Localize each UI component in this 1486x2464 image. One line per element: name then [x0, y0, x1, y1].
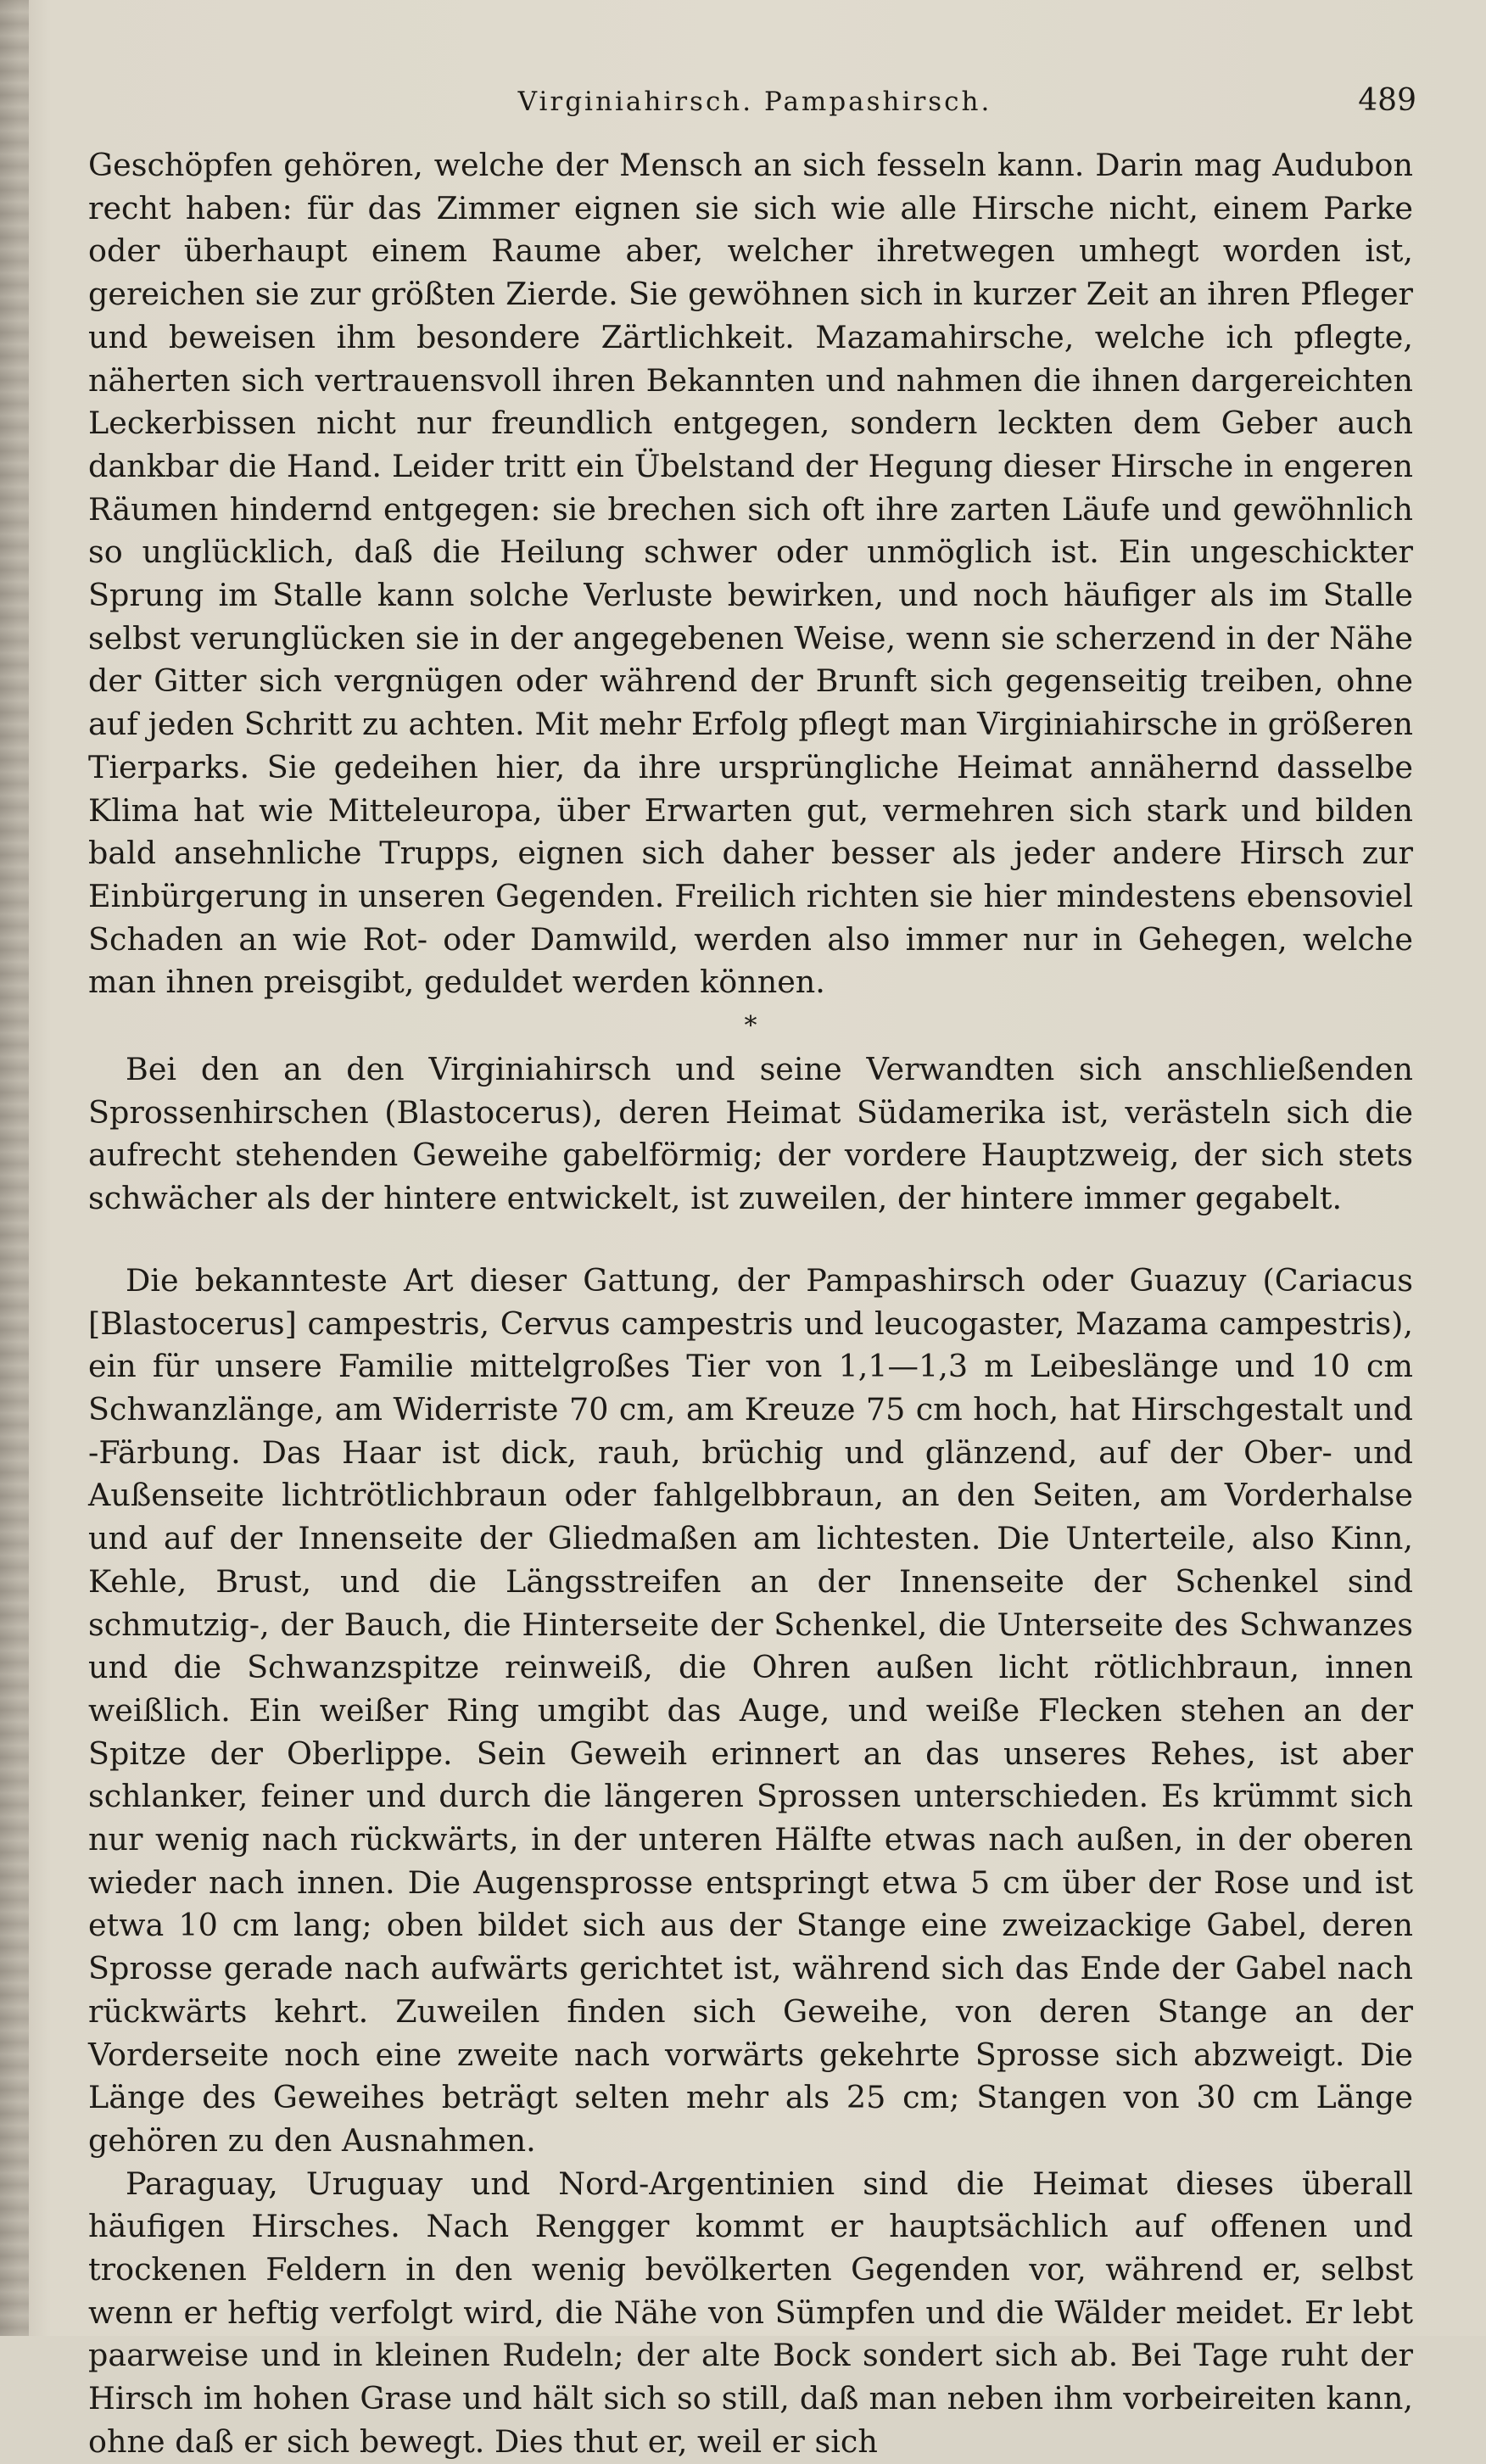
- body-text: [88, 144, 1413, 2464]
- page-header: [93, 83, 1416, 129]
- paragraph-gap: [88, 1221, 1413, 1260]
- paragraph-continuation: Geschöpfen gehören, welche der Mensch an sich fesseln kann. Darin mag Audubon recht haben: für das Zimmer eignen sie sich wie alle Hirsche nicht, einem Parke oder überhaupt einem Raume aber, welcher ihretwegen umhegt worden ist, gereichen sie zur größten Zierde. Sie gewöhnen sich in kurzer Zeit an ihren Pfleger und beweisen ihm besondere Zärtlichkeit. Mazamahirsche, welche ich pflegte, näherten sich vertrauensvoll ihren Bekannten und nahmen die ihnen dargereichten Leckerbissen nicht nur freundlich entgegen, sondern leckten dem Geber auch dankbar die Hand. Leider tritt ein Übelstand der Hegung dieser Hirsche in engeren Räumen hindernd entgegen: sie brechen sich oft ihre zarten Läufe und gewöhnlich so unglücklich, daß die Heilung schwer oder unmöglich ist. Ein ungeschickter Sprung im Stalle kann solche Verluste bewirken, und noch häufiger als im Stalle selbst verunglücken sie in der angegebenen Weise, wenn sie scherzend in der Nähe der Gitter sich vergnügen oder während der Brunft sich gegenseitig treiben, ohne auf jeden Schritt zu achten. Mit mehr Erfolg pflegt man Virginiahirsche in größeren Tierparks. Sie gedeihen hier, da ihre ursprüngliche Heimat annähernd dasselbe Klima hat wie Mitteleuropa, über Erwarten gut, vermehren sich stark und bilden bald ansehnliche Trupps, eignen sich daher besser als jeder andere Hirsch zur Einbürgerung in unseren Gegenden. Freilich richten sie hier mindestens ebensoviel Schaden an wie Rot- oder Damwild, werden also immer nur in Gehegen, welche man ihnen preisgibt, geduldet werden können.: [88, 147, 1413, 1001]
- paragraph-heimat: Paraguay, Uruguay und Nord-Argentinien sind die Heimat dieses überall häufigen Hirsches. Nach Rengger kommt er hauptsächlich auf offenen und trockenen Feldern in den wenig bevölkerten Gegenden vor, während er, selbst wenn er heftig verfolgt wird, die Nähe von Sümpfen und die Wälder meidet. Er lebt paarweise und in kleinen Rudeln; der alte Bock sondert sich ab. Bei Tage ruht der Hirsch im hohen Grase und hält sich so still, daß man neben ihm vorbeireiten kann, ohne daß er sich bewegt. Dies thut er, weil er sich: [88, 2165, 1413, 2460]
- paragraph-pampashirsch: Die bekannteste Art dieser Gattung, der Pampashirsch oder Guazuy (Cariacus [Blastocerus] campestris, Cervus campestris und leucogaster, Mazama campestris), ein für unsere Familie mittelgroßes Tier von 1,1—1,3 m Leibeslänge und 10 cm Schwanzlänge, am Widerriste 70 cm, am Kreuze 75 cm hoch, hat Hirschgestalt und -Färbung. Das Haar ist dick, rauh, brüchig und glänzend, auf der Ober- und Außenseite lichtrötlichbraun oder fahlgelbbraun, an den Seiten, am Vorderhalse und auf der Innenseite der Gliedmaßen am lichtesten. Die Unterteile, also Kinn, Kehle, Brust, und die Längsstreifen an der Innenseite der Schenkel sind schmutzig-, der Bauch, die Hinterseite der Schenkel, die Unterseite des Schwanzes und die Schwanzspitze reinweiß, die Ohren außen licht rötlichbraun, innen weißlich. Ein weißer Ring umgibt das Auge, und weiße Flecken stehen an der Spitze der Oberlippe. Sein Geweih erinnert an das unseres Rehes, ist aber schlanker, feiner und durch die längeren Sprossen unterschieden. Es krümmt sich nur wenig nach rückwärts, in der unteren Hälfte etwas nach außen, in der oberen wieder nach innen. Die Augensprosse entspringt etwa 5 cm über der Rose und ist etwa 10 cm lang; oben bildet sich aus der Stange eine zweizackige Gabel, deren Sprosse gerade nach aufwärts gerichtet ist, während sich das Ende der Gabel nach rückwärts kehrt. Zuweilen finden sich Geweihe, von deren Stange an der Vorderseite noch eine zweite nach vorwärts gekehrte Sprosse sich abzweigt. Die Länge des Geweihes beträgt selten mehr als 25 cm; Stangen von 30 cm Länge gehören zu den Ausnahmen.: [88, 1261, 1413, 2159]
- page-binding-edge: [0, 0, 29, 2336]
- paragraph-sprossenhirsche: Bei den an den Virginiahirsch und seine Verwandten sich anschließenden Sprossenhirschen (Blastocerus), deren Heimat Südamerika ist, verästeln sich die aufrecht stehenden Geweihe gabelförmig; der vordere Hauptzweig, der sich stets schwächer als der hintere entwickelt, ist zuweilen, der hintere immer gegabelt.: [88, 1051, 1413, 1217]
- running-head: Virginiahirsch. Pampashirsch.: [517, 87, 992, 117]
- page-number: 489: [1358, 83, 1416, 118]
- section-separator: *: [744, 1011, 757, 1042]
